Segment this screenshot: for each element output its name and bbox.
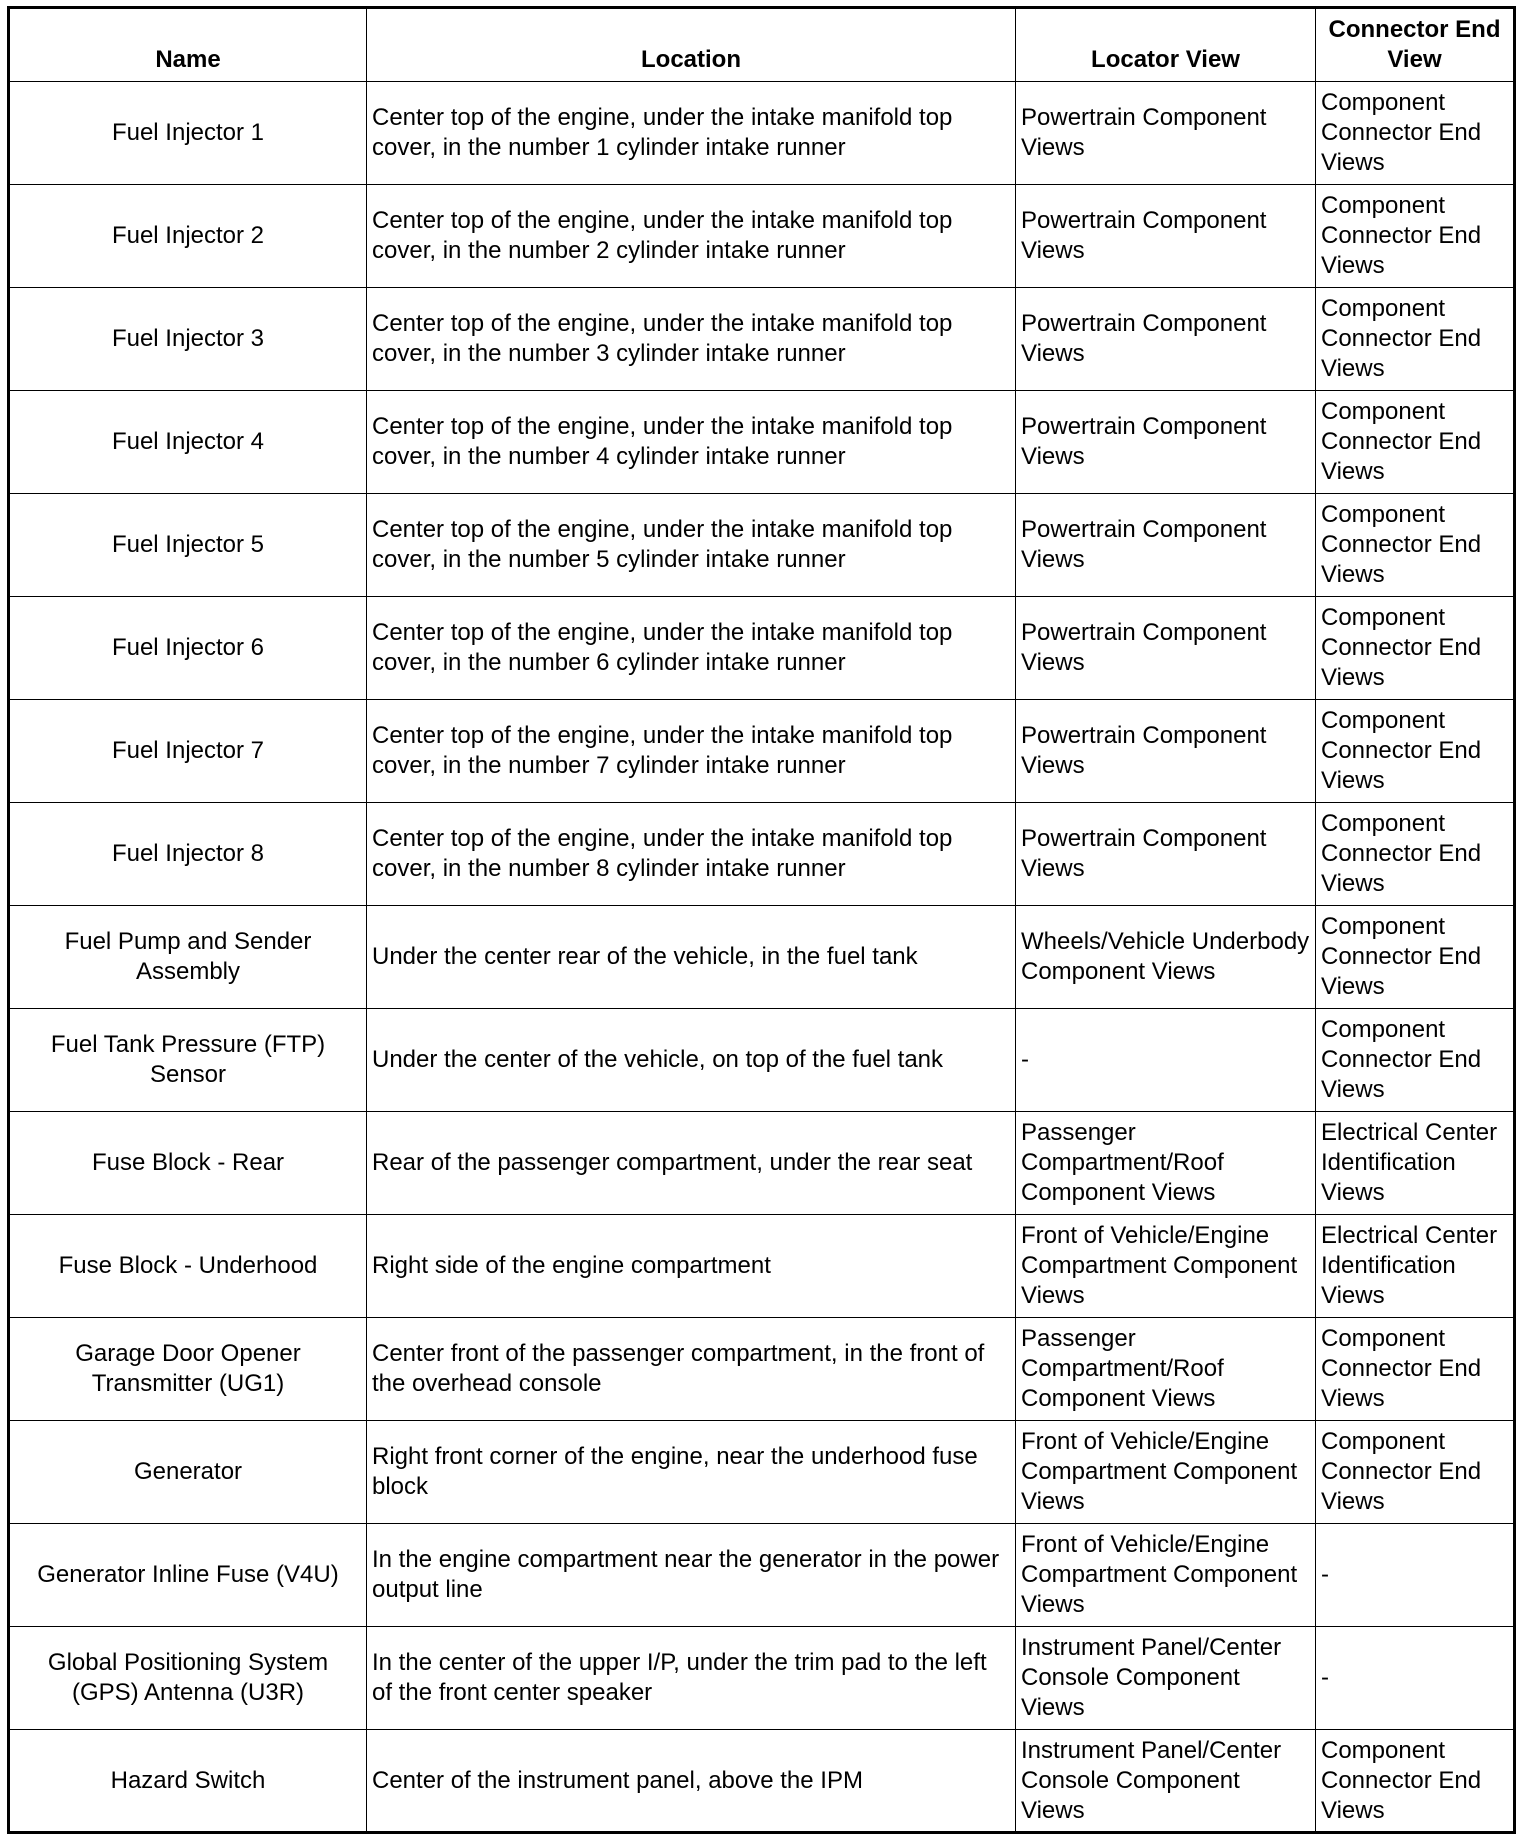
- locator-view-cell: Front of Vehicle/Engine Compartment Component Views: [1016, 1215, 1316, 1318]
- connector-end-view-cell: Component Connector End Views: [1316, 391, 1515, 494]
- component-name-cell: Fuse Block - Underhood: [9, 1215, 367, 1318]
- component-name-cell: Fuel Injector 1: [9, 82, 367, 185]
- table-row: [9, 700, 1515, 803]
- location-cell: Center of the instrument panel, above the IPM: [367, 1730, 1016, 1833]
- location-cell: Right side of the engine compartment: [367, 1215, 1016, 1318]
- component-name-cell: Fuel Injector 4: [9, 391, 367, 494]
- table-row: [9, 1112, 1515, 1215]
- locator-view-cell: Passenger Compartment/Roof Component Views: [1016, 1112, 1316, 1215]
- location-cell: Center top of the engine, under the intake manifold top cover, in the number 8 cylinder intake runner: [367, 803, 1016, 906]
- locator-view-cell: Powertrain Component Views: [1016, 391, 1316, 494]
- connector-end-view-cell: Component Connector End Views: [1316, 494, 1515, 597]
- component-name-cell: Fuel Injector 6: [9, 597, 367, 700]
- table-row: [9, 1421, 1515, 1524]
- connector-end-view-cell: Component Connector End Views: [1316, 803, 1515, 906]
- connector-end-view-cell: Component Connector End Views: [1316, 700, 1515, 803]
- table-row: [9, 1215, 1515, 1318]
- table-row: [9, 1318, 1515, 1421]
- locator-view-cell: Front of Vehicle/Engine Compartment Component Views: [1016, 1421, 1316, 1524]
- connector-end-view-cell: Electrical Center Identification Views: [1316, 1112, 1515, 1215]
- connector-end-view-cell: Component Connector End Views: [1316, 82, 1515, 185]
- component-name-cell: Fuel Injector 5: [9, 494, 367, 597]
- location-cell: Right front corner of the engine, near the underhood fuse block: [367, 1421, 1016, 1524]
- locator-view-cell: Powertrain Component Views: [1016, 803, 1316, 906]
- locator-view-cell: Front of Vehicle/Engine Compartment Component Views: [1016, 1524, 1316, 1627]
- component-name-cell: Hazard Switch: [9, 1730, 367, 1833]
- locator-view-cell: Powertrain Component Views: [1016, 597, 1316, 700]
- component-locator-table-container: [7, 6, 1516, 1834]
- connector-end-view-cell: -: [1316, 1524, 1515, 1627]
- connector-end-view-cell: Component Connector End Views: [1316, 1730, 1515, 1833]
- connector-end-view-column-header: Connector End View: [1316, 8, 1515, 82]
- connector-end-view-cell: Component Connector End Views: [1316, 906, 1515, 1009]
- locator-view-cell: Powertrain Component Views: [1016, 82, 1316, 185]
- table-row: [9, 391, 1515, 494]
- component-name-cell: Generator Inline Fuse (V4U): [9, 1524, 367, 1627]
- component-name-cell: Fuel Injector 2: [9, 185, 367, 288]
- locator-view-cell: Powertrain Component Views: [1016, 700, 1316, 803]
- location-cell: Center front of the passenger compartment, in the front of the overhead console: [367, 1318, 1016, 1421]
- table-row: [9, 1524, 1515, 1627]
- locator-view-cell: Wheels/Vehicle Underbody Component Views: [1016, 906, 1316, 1009]
- location-cell: In the center of the upper I/P, under the trim pad to the left of the front center speaker: [367, 1627, 1016, 1730]
- location-cell: Center top of the engine, under the intake manifold top cover, in the number 1 cylinder intake runner: [367, 82, 1016, 185]
- location-cell: Center top of the engine, under the intake manifold top cover, in the number 4 cylinder intake runner: [367, 391, 1016, 494]
- location-cell: Center top of the engine, under the intake manifold top cover, in the number 3 cylinder intake runner: [367, 288, 1016, 391]
- locator-view-cell: Passenger Compartment/Roof Component Views: [1016, 1318, 1316, 1421]
- connector-end-view-cell: Component Connector End Views: [1316, 185, 1515, 288]
- table-row: [9, 1730, 1515, 1833]
- component-name-cell: Fuel Injector 8: [9, 803, 367, 906]
- location-cell: Under the center of the vehicle, on top of the fuel tank: [367, 1009, 1016, 1112]
- component-name-cell: Fuel Pump and Sender Assembly: [9, 906, 367, 1009]
- locator-view-cell: Powertrain Component Views: [1016, 288, 1316, 391]
- connector-end-view-cell: -: [1316, 1627, 1515, 1730]
- component-name-cell: Garage Door Opener Transmitter (UG1): [9, 1318, 367, 1421]
- locator-view-column-header: Locator View: [1016, 8, 1316, 82]
- component-name-cell: Generator: [9, 1421, 367, 1524]
- location-cell: Center top of the engine, under the intake manifold top cover, in the number 2 cylinder intake runner: [367, 185, 1016, 288]
- table-row: [9, 906, 1515, 1009]
- location-cell: Under the center rear of the vehicle, in the fuel tank: [367, 906, 1016, 1009]
- locator-view-cell: Instrument Panel/Center Console Component Views: [1016, 1627, 1316, 1730]
- table-row: [9, 1009, 1515, 1112]
- locator-view-cell: Instrument Panel/Center Console Component Views: [1016, 1730, 1316, 1833]
- connector-end-view-cell: Component Connector End Views: [1316, 1009, 1515, 1112]
- component-name-cell: Fuse Block - Rear: [9, 1112, 367, 1215]
- connector-end-view-cell: Component Connector End Views: [1316, 1318, 1515, 1421]
- table-row: [9, 494, 1515, 597]
- table-row: [9, 82, 1515, 185]
- location-cell: In the engine compartment near the generator in the power output line: [367, 1524, 1016, 1627]
- location-cell: Rear of the passenger compartment, under the rear seat: [367, 1112, 1016, 1215]
- table-row: [9, 1627, 1515, 1730]
- table-row: [9, 288, 1515, 391]
- locator-view-cell: Powertrain Component Views: [1016, 185, 1316, 288]
- location-cell: Center top of the engine, under the intake manifold top cover, in the number 5 cylinder intake runner: [367, 494, 1016, 597]
- location-column-header: Location: [367, 8, 1016, 82]
- component-name-cell: Fuel Injector 7: [9, 700, 367, 803]
- connector-end-view-cell: Component Connector End Views: [1316, 288, 1515, 391]
- connector-end-view-cell: Electrical Center Identification Views: [1316, 1215, 1515, 1318]
- locator-view-cell: -: [1016, 1009, 1316, 1112]
- component-name-cell: Fuel Tank Pressure (FTP) Sensor: [9, 1009, 367, 1112]
- location-cell: Center top of the engine, under the intake manifold top cover, in the number 7 cylinder intake runner: [367, 700, 1016, 803]
- name-column-header: Name: [9, 8, 367, 82]
- table-header-row: [9, 8, 1515, 82]
- location-cell: Center top of the engine, under the intake manifold top cover, in the number 6 cylinder intake runner: [367, 597, 1016, 700]
- connector-end-view-cell: Component Connector End Views: [1316, 597, 1515, 700]
- locator-view-cell: Powertrain Component Views: [1016, 494, 1316, 597]
- connector-end-view-cell: Component Connector End Views: [1316, 1421, 1515, 1524]
- component-name-cell: Global Positioning System (GPS) Antenna (U3R): [9, 1627, 367, 1730]
- component-name-cell: Fuel Injector 3: [9, 288, 367, 391]
- table-row: [9, 597, 1515, 700]
- table-row: [9, 803, 1515, 906]
- table-row: [9, 185, 1515, 288]
- component-locator-table: [7, 6, 1516, 1834]
